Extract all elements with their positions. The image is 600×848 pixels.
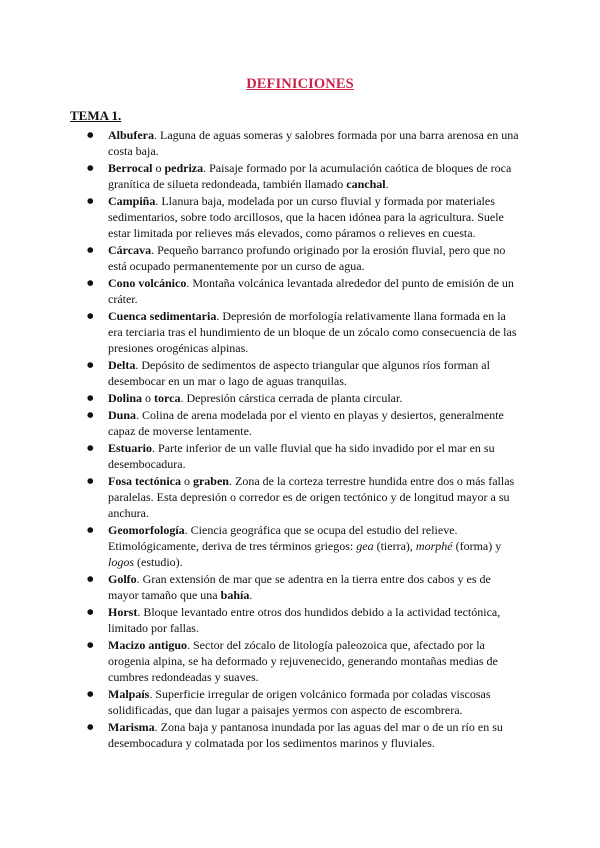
definition-text: . Pequeño barranco profundo originado por la erosión fluvial, pero que no está ocupado permanentemente por un curso de agua. <box>108 243 506 273</box>
definition-text: . Bloque levantado entre otros dos hundidos debido a la actividad tectónica, limitado por fallas. <box>108 605 501 635</box>
definition-item <box>108 407 521 439</box>
definition-term: Geomorfología <box>108 523 185 537</box>
definition-text: (forma) y <box>452 539 502 553</box>
definition-text: . Colina de arena modelada por el viento en playas y desiertos, generalmente capaz de moverse lentamente. <box>108 408 504 438</box>
definition-item <box>108 440 521 472</box>
definition-term: pedriza <box>164 161 204 175</box>
definition-text: . Superficie irregular de origen volcánico formada por coladas viscosas solidificadas, que dan lugar a paisajes yermos con aspecto de escombrera. <box>108 687 491 717</box>
definition-item <box>108 242 521 274</box>
definition-term: bahía <box>220 588 250 602</box>
definition-item <box>108 473 521 521</box>
definition-text: . Depresión cárstica cerrada de planta circular. <box>180 391 403 405</box>
definition-text: . <box>249 588 253 602</box>
definition-text: . Depósito de sedimentos de aspecto triangular que algunos ríos forman al desembocar en un mar o lago de aguas tranquilas. <box>108 358 490 388</box>
definition-item <box>108 275 521 307</box>
definitions-list <box>0 127 521 752</box>
definition-text: . Montaña volcánica levantada alrededor del punto de emisión de un cráter. <box>108 276 514 306</box>
definition-text: . Gran extensión de mar que se adentra en la tierra entre dos cabos y es de mayor tamaño que una <box>108 572 491 602</box>
definition-term: Marisma <box>108 720 155 734</box>
definition-term: Cuenca sedimentaria <box>108 309 217 323</box>
definition-item <box>108 522 521 570</box>
definition-item <box>108 390 521 406</box>
definition-text: . Ciencia geográfica que se ocupa del estudio del relieve. Etimológicamente, deriva de tres términos griegos: <box>108 523 458 553</box>
section-heading: TEMA 1. <box>70 108 122 123</box>
definition-text: . Zona de la corteza terrestre hundida entre dos o más fallas paralelas. Esta depresión o corredor es de origen tectónico y de longitud mayor a su anchura. <box>108 474 515 520</box>
definition-text: . Laguna de aguas someras y salobres formada por una barra arenosa en una costa baja. <box>108 128 519 158</box>
definition-term: Duna <box>108 408 137 422</box>
definition-text: . <box>385 177 389 191</box>
definition-emphasis: morphé <box>415 539 453 553</box>
definition-text: . Parte inferior de un valle fluvial que ha sido invadido por el mar en su desembocadura. <box>108 441 495 471</box>
definition-term: Campiña <box>108 194 156 208</box>
definition-item <box>108 193 521 241</box>
definition-term: Golfo <box>108 572 137 586</box>
page-title: DEFINICIONES <box>246 76 354 92</box>
definition-text: . Paisaje formado por la acumulación caótica de bloques de roca granítica de silueta redondeada, también llamado <box>108 161 512 191</box>
definition-item <box>108 308 521 356</box>
definition-term: Cárcava <box>108 243 152 257</box>
definition-term: Berrocal <box>108 161 153 175</box>
definition-item <box>108 357 521 389</box>
definition-item <box>108 686 521 718</box>
definition-text: o <box>142 391 155 405</box>
definition-term: torca <box>154 391 181 405</box>
definition-item <box>108 160 521 192</box>
definition-term: Malpaís <box>108 687 150 701</box>
definition-term: Macizo antiguo <box>108 638 187 652</box>
definition-text: . Llanura baja, modelada por un curso fluvial y formada por materiales sedimentarios, sobre todo arcillosos, que la hacen idónea para la agricultura. Suele estar limitada por relieves más elevados, como páramos o relieves en cuesta. <box>108 194 504 240</box>
definition-item <box>108 127 521 159</box>
definition-item <box>108 637 521 685</box>
definition-term: Fosa tectónica <box>108 474 181 488</box>
definition-text: o <box>152 161 165 175</box>
definition-text: . Depresión de morfología relativamente llana formada en la era terciaria tras el hundimiento de un bloque de un zócalo como consecuencia de las presiones orogénicas alpinas. <box>108 309 517 355</box>
definition-term: Dolina <box>108 391 143 405</box>
definition-item <box>108 571 521 603</box>
definition-term: Estuario <box>108 441 153 455</box>
definition-item <box>108 604 521 636</box>
definition-text: (estudio). <box>134 555 183 569</box>
definition-term: Cono volcánico <box>108 276 187 290</box>
definition-emphasis: gea <box>356 539 374 553</box>
definition-term: Horst <box>108 605 138 619</box>
definition-text: (tierra), <box>373 539 416 553</box>
definition-term: Albufera <box>108 128 154 142</box>
definition-text: . Sector del zócalo de litología paleozoica que, afectado por la orogenia alpina, se ha deformado y rejuvenecido, generando montañas medias de cumbres redondeadas y suaves. <box>108 638 498 684</box>
definition-term: canchal <box>346 177 386 191</box>
definition-item <box>108 719 521 751</box>
definition-text: o <box>180 474 193 488</box>
definition-emphasis: logos <box>108 555 135 569</box>
definition-term: graben <box>192 474 229 488</box>
definition-term: Delta <box>108 358 136 372</box>
definition-text: . Zona baja y pantanosa inundada por las aguas del mar o de un río en su desembocadura y colmatada por los sedimentos marinos y fluviales. <box>108 720 503 750</box>
